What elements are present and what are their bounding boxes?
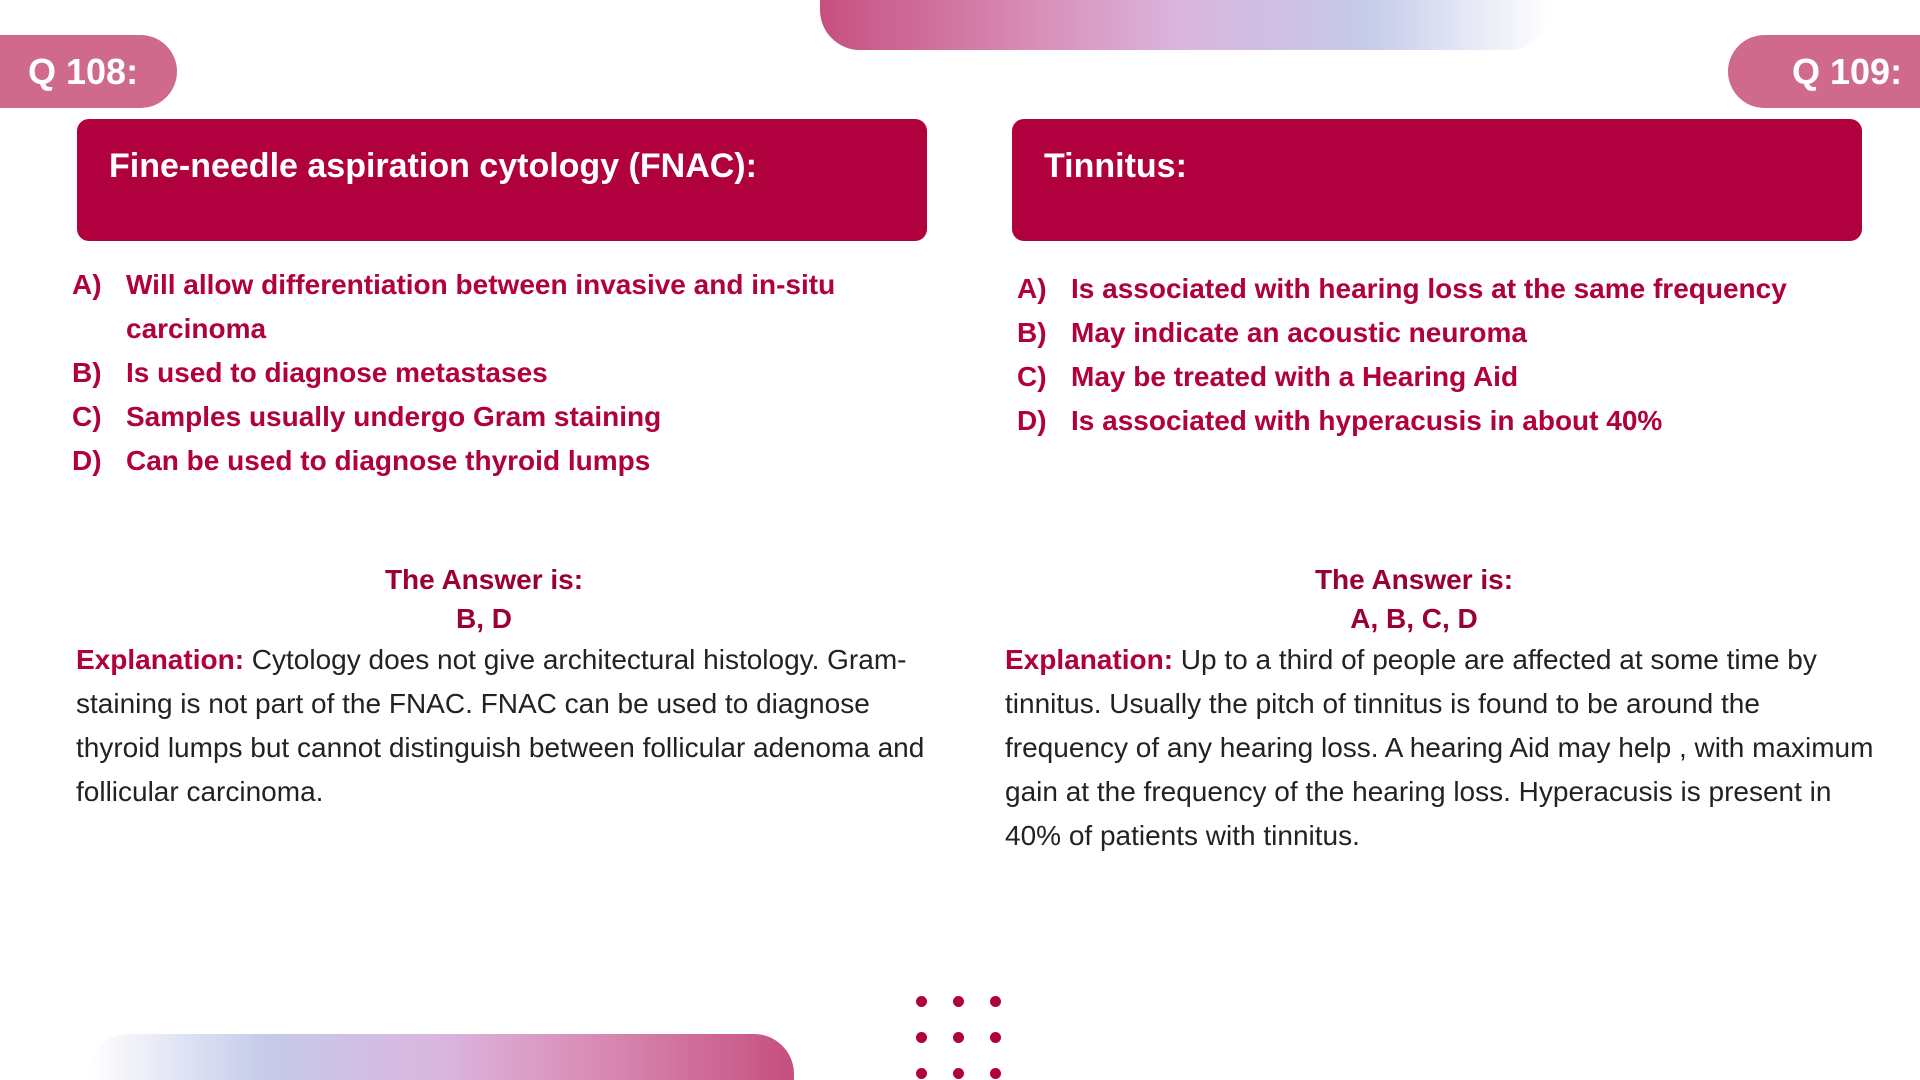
- explanation-text: Cytology does not give architectural histology. Gram-staining is not part of the FNAC. FNAC can be used to diagnose thyroid lumps but cannot distinguish between follicular adenoma and follicular carcinoma.: [76, 644, 925, 807]
- option-letter: A): [72, 269, 102, 300]
- option-text: Is associated with hearing loss at the same frequency: [1071, 273, 1787, 304]
- option-letter: D): [72, 445, 102, 476]
- options-list-right: [1017, 267, 1897, 443]
- option-item: [1017, 355, 1897, 399]
- option-text: Can be used to diagnose thyroid lumps: [126, 445, 651, 476]
- dot: [916, 1068, 927, 1079]
- explanation-right: [1005, 638, 1885, 858]
- option-letter: C): [1017, 361, 1047, 392]
- dot: [953, 996, 964, 1007]
- option-text: Samples usually undergo Gram staining: [126, 401, 662, 432]
- answer-value: B, D: [456, 603, 512, 634]
- option-item: [72, 263, 942, 351]
- option-item: [72, 351, 942, 395]
- question-box-left: [77, 119, 927, 241]
- option-item: [1017, 311, 1897, 355]
- option-letter: B): [72, 357, 102, 388]
- question-tag-right: Q 109:: [1728, 35, 1920, 108]
- question-tag-left: Q 108:: [0, 35, 177, 108]
- answer-block-right: [1004, 560, 1824, 638]
- answer-value: A, B, C, D: [1350, 603, 1478, 634]
- option-item: [1017, 399, 1897, 443]
- question-box-right: [1012, 119, 1862, 241]
- question-text-left: Fine-needle aspiration cytology (FNAC):: [109, 147, 757, 185]
- answer-title: The Answer is:: [384, 564, 584, 595]
- answer-block-left: [74, 560, 894, 638]
- dot: [990, 1032, 1001, 1043]
- option-letter: B): [1017, 317, 1047, 348]
- explanation-label: Explanation:: [76, 644, 245, 675]
- explanation-label: Explanation:: [1005, 644, 1174, 675]
- dot: [916, 1032, 927, 1043]
- option-item: [1017, 267, 1897, 311]
- dot: [953, 1032, 964, 1043]
- decorative-gradient-band-top: [820, 0, 1550, 50]
- dot: [990, 996, 1001, 1007]
- dot: [953, 1068, 964, 1079]
- option-item: [72, 395, 942, 439]
- dot: [990, 1068, 1001, 1079]
- explanation-text: Up to a third of people are affected at some time by tinnitus. Usually the pitch of tinnitus is found to be around the frequency of any hearing loss. A hearing Aid may help , with maximum gain at the frequency of the hearing loss. Hyperacusis is present in 40% of patients with tinnitus.: [1005, 644, 1874, 851]
- option-text: Is associated with hyperacusis in about 40%: [1071, 405, 1663, 436]
- decorative-gradient-band-bottom: [88, 1034, 794, 1080]
- option-letter: D): [1017, 405, 1047, 436]
- option-text: May indicate an acoustic neuroma: [1071, 317, 1527, 348]
- option-letter: A): [1017, 273, 1047, 304]
- dot: [916, 996, 927, 1007]
- answer-title: The Answer is:: [1314, 564, 1514, 595]
- question-text-right: Tinnitus:: [1044, 147, 1187, 185]
- explanation-left: [76, 638, 956, 814]
- option-letter: C): [72, 401, 102, 432]
- options-list-left: [72, 263, 942, 483]
- option-text: Will allow differentiation between invasive and in-situ carcinoma: [126, 269, 836, 344]
- option-item: [72, 439, 942, 483]
- option-text: Is used to diagnose metastases: [126, 357, 548, 388]
- decorative-dot-grid: [916, 996, 1006, 1080]
- option-text: May be treated with a Hearing Aid: [1071, 361, 1519, 392]
